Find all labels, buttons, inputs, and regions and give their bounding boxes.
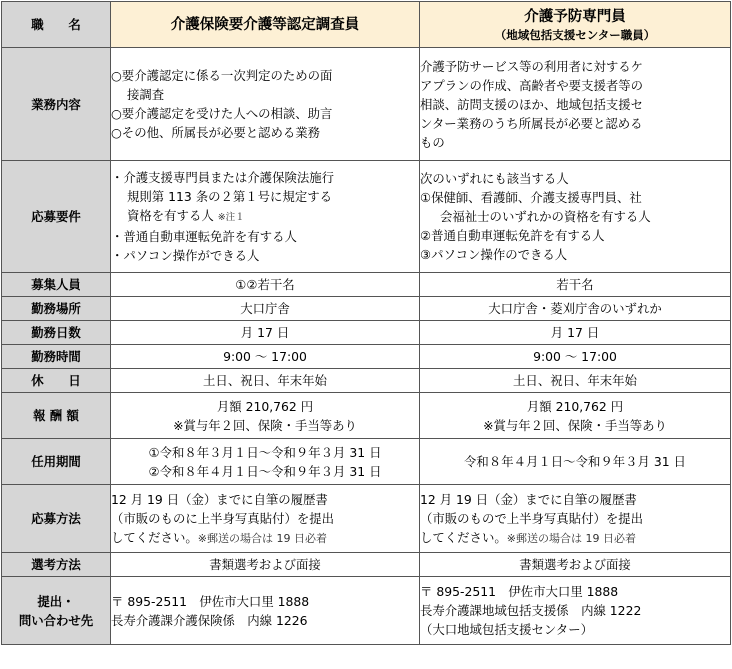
requirements-col2-line: ③パソコン操作のできる人	[420, 247, 568, 262]
term-col2: 令和８年４月１日～令和９年３月 31 日	[420, 439, 731, 485]
col1-title-text: 介護保険要介護等認定調査員	[170, 16, 360, 33]
hours-label: 勤務時間	[2, 345, 111, 369]
duties-col2-line: 相談、訪問支援のほか、地域包括支援セ	[420, 96, 644, 112]
duties-col1-line: ○要介護認定に係る一次判定のための面	[111, 68, 333, 83]
salary-col1-amount: 月額 210,762 円	[216, 398, 314, 414]
holidays-col1: 土日、祝日、年末年始	[111, 369, 420, 393]
salary-col1-note: ※賞与年２回、保険・手当等あり	[173, 417, 357, 433]
duties-col1	[111, 48, 420, 161]
duties-col2-line: ンター業務のうち所属長が必要と認める	[420, 115, 643, 131]
selection-label: 選考方法	[2, 553, 111, 577]
duties-col1-line: 接調査	[127, 87, 165, 102]
workdays-label: 勤務日数	[2, 321, 111, 345]
duties-col1-line: ○その他、所属長が必要と認める業務	[111, 125, 321, 140]
apply-row	[2, 485, 731, 553]
requirements-col2-line: 次のいずれにも該当する人	[420, 171, 569, 186]
requirements-col2-line: ②普通自動車運転免許を有する人	[420, 228, 605, 243]
apply-col1-note: ※郵送の場合は 19 日必着	[197, 531, 327, 545]
duties-row	[2, 48, 731, 161]
requirements-col1-line: ・普通自動車運転免許を有する人	[111, 229, 297, 244]
salary-col2-amount: 月額 210,762 円	[526, 398, 624, 414]
requirements-col1-line: 資格を有する人	[127, 208, 214, 223]
holidays-label: 休 日	[2, 369, 111, 393]
contact-col1-dept: 長寿介護課介護保険係 内線 1226	[111, 612, 308, 628]
requirements-row	[2, 161, 731, 273]
holidays-row	[2, 369, 731, 393]
apply-col2-note: ※郵送の場合は 19 日必着	[506, 531, 636, 545]
duties-col1-line: ○要介護認定を受けた人への相談、助言	[111, 106, 333, 121]
duties-col2-line: アプランの作成、高齢者や要支援者等の	[420, 77, 644, 93]
workplace-col1: 大口庁舎	[111, 297, 420, 321]
hours-row	[2, 345, 731, 369]
job-title-label: 職 名	[2, 2, 111, 48]
contact-col2-address: 〒 895-2511 伊佐市大口里 1888	[420, 584, 619, 599]
contact-label-line: 問い合わせ先	[18, 612, 94, 628]
requirements-col2	[420, 161, 731, 273]
col2-subtitle: （地域包括支援センター職員）	[494, 27, 656, 42]
apply-label: 応募方法	[2, 485, 111, 553]
duties-label: 業務内容	[2, 48, 111, 161]
col2-title	[420, 2, 731, 48]
duties-col2-line: 介護予防サービス等の利用者に対するケ	[420, 58, 644, 74]
requirements-col1-line: 規則第 113 条の２第１号に規定する	[127, 189, 332, 204]
requirements-col1-line: ・パソコン操作ができる人	[111, 248, 260, 263]
duties-col2	[420, 48, 731, 161]
term-col1-line: ②令和８年４月１日～令和９年３月 31 日	[148, 463, 382, 479]
term-row	[2, 439, 731, 485]
hours-col1: 9:00 ～ 17:00	[111, 345, 420, 369]
contact-row	[2, 577, 731, 645]
apply-col2-line: 12 月 19 日（金）までに自筆の履歴書	[420, 491, 637, 507]
workplace-col2: 大口庁舎・菱刈庁舎のいずれか	[420, 297, 731, 321]
requirements-col1-line: ・介護支援専門員または介護保険法施行	[111, 170, 335, 185]
contact-label-line: 提出・	[37, 593, 75, 609]
col2-title-text: 介護予防専門員	[524, 8, 626, 25]
workdays-col2: 月 17 日	[420, 321, 731, 345]
salary-col2	[420, 393, 731, 439]
selection-row	[2, 553, 731, 577]
apply-col1	[111, 485, 420, 553]
duties-col2-line: もの	[420, 134, 445, 150]
apply-col2	[420, 485, 731, 553]
salary-row	[2, 393, 731, 439]
contact-label	[2, 577, 111, 645]
selection-col2: 書類選考および面接	[420, 553, 731, 577]
contact-col2-center: （大口地域包括支援センター）	[420, 622, 593, 637]
workplace-label: 勤務場所	[2, 297, 111, 321]
apply-col1-line: してください。	[111, 529, 198, 545]
header-row	[2, 2, 731, 48]
apply-col2-line: してください。	[420, 529, 507, 545]
recruits-col1: ①②若干名	[111, 273, 420, 297]
holidays-col2: 土日、祝日、年末年始	[420, 369, 731, 393]
recruits-col2: 若干名	[420, 273, 731, 297]
recruits-row	[2, 273, 731, 297]
term-col1	[111, 439, 420, 485]
workplace-row	[2, 297, 731, 321]
recruits-label: 募集人員	[2, 273, 111, 297]
hours-col2: 9:00 ～ 17:00	[420, 345, 731, 369]
apply-col1-line: （市販のものに上半身写真貼付）を提出	[111, 510, 335, 526]
col1-title	[111, 2, 420, 48]
contact-col2	[420, 577, 731, 645]
term-label: 任用期間	[2, 439, 111, 485]
requirements-col2-line: ①保健師、看護師、介護支援専門員、社	[420, 190, 642, 205]
salary-col2-note: ※賞与年２回、保険・手当等あり	[483, 417, 667, 433]
salary-label: 報 酬 額	[2, 393, 111, 439]
contact-col1	[111, 577, 420, 645]
salary-col1	[111, 393, 420, 439]
contact-col1-address: 〒 895-2511 伊佐市大口里 1888	[111, 593, 310, 609]
requirements-col1	[111, 161, 420, 273]
requirements-note: ※注１	[217, 212, 245, 223]
apply-col2-line: （市販のもので上半身写真貼付）を提出	[420, 510, 644, 526]
workdays-row	[2, 321, 731, 345]
workdays-col1: 月 17 日	[111, 321, 420, 345]
selection-col1: 書類選考および面接	[111, 553, 420, 577]
term-col1-line: ①令和８年３月１日～令和９年３月 31 日	[148, 444, 382, 460]
contact-col2-dept: 長寿介護課地域包括支援係 内線 1222	[420, 603, 642, 618]
requirements-col2-line: 会福祉士のいずれかの資格を有する人	[440, 209, 651, 224]
requirements-label: 応募要件	[2, 161, 111, 273]
job-table	[1, 1, 731, 645]
apply-col1-line: 12 月 19 日（金）までに自筆の履歴書	[111, 491, 328, 507]
